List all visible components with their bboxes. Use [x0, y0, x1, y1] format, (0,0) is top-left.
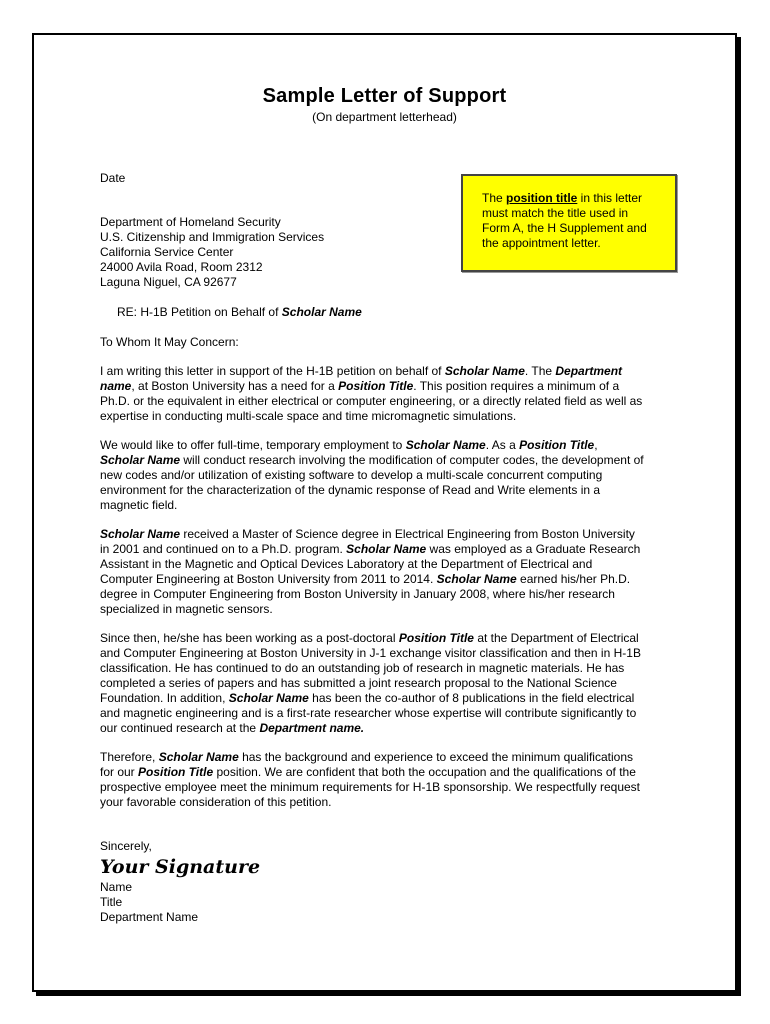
callout-line-3: Form A, the H Supplement and — [482, 221, 647, 235]
letter-subtitle: (On department letterhead) — [312, 110, 457, 124]
letter-page — [32, 33, 737, 992]
position-title-callout — [461, 174, 677, 272]
signature: Your Signature — [100, 856, 261, 878]
department-term: Department name. — [259, 721, 365, 735]
address-line: 24000 Avila Road, Room 2312 — [100, 260, 263, 274]
department-term: name — [100, 379, 132, 393]
signature-block — [100, 880, 198, 925]
address-line: Department of Homeland Security — [100, 215, 281, 229]
recipient-address — [100, 215, 324, 290]
closing: Sincerely, — [100, 839, 152, 853]
re-line: RE: H-1B Petition on Behalf of Scholar Name — [117, 305, 362, 319]
scholar-name-term: Scholar Name — [405, 438, 486, 452]
paragraph-2: We would like to offer full-time, temporary employment to Scholar Name. As a Position Title, Scholar Name will conduct research involving the modification of computer codes, the development of new codes and/or utilization of existing software to develop a multi-scale concurrent computing environment for the characterization of the dynamic response of Read and Write elements in a magnetic field. — [100, 438, 644, 512]
scholar-name-term: Scholar Name — [346, 542, 427, 556]
salutation: To Whom It May Concern: — [100, 335, 239, 349]
paragraph-5: Therefore, Scholar Name has the background and experience to exceed the minimum qualifications for our Position Title position. We are confident that both the occupation and the qualifications of the prospective employee meet the minimum requirements for H-1B sponsorship. We respectfully request your favorable consideration of this petition. — [100, 750, 641, 809]
letter-title: Sample Letter of Support — [262, 85, 507, 107]
signer-department: Department Name — [100, 910, 199, 924]
date-label: Date — [100, 171, 126, 185]
position-title-term: Position Title — [338, 379, 414, 393]
position-title-term: Position Title — [398, 631, 474, 645]
position-title-term: Position Title — [519, 438, 595, 452]
callout-line-1: The position title in this letter — [482, 191, 643, 205]
paragraph-3: Scholar Name received a Master of Science degree in Electrical Engineering from Boston University in 2001 and continued on to a Ph.D. program. Scholar Name was employed as a Graduate Research Assistant in the Magnetic and Optical Devices Laboratory at the Department of Electrical and Computer Engineering at Boston University from 2011 to 2014. Scholar Name earned his/her Ph.D. degree in Computer Engineering from Boston University in January 2008, where his/her research specialized in magnetic sensors. — [100, 527, 641, 616]
signer-name: Name — [100, 880, 133, 894]
paragraph-1: I am writing this letter in support of the H-1B petition on behalf of Scholar Name. The Department name, at Boston University has a need for a Position Title. This position requires a minimum of a Ph.D. or the equivalent in either electrical or computer engineering, or a directly related field as well as expertise in conducting multi-scale space and time micromagnetic simulations. — [100, 364, 643, 423]
callout-emphasis: position title — [506, 191, 578, 205]
scholar-name-term: Scholar Name — [281, 305, 362, 319]
callout-line-4: the appointment letter. — [482, 236, 601, 250]
paragraph-4: Since then, he/she has been working as a post-doctoral Position Title at the Department of Electrical and Computer Engineering at Boston University in J-1 exchange visitor classification and then in H-1B classification. He has continued to do an outstanding job of research in magnetic materials. He has completed a series of papers and has submitted a joint research proposal to the National Science Foundation. In addition, Scholar Name has been the co-author of 8 publications in the field electrical and magnetic engineering and is a first-rate researcher whose expertise will contribute significantly to our continued research at the Department name. — [100, 631, 641, 735]
scholar-name-term: Scholar Name — [158, 750, 239, 764]
address-line: U.S. Citizenship and Immigration Services — [100, 230, 325, 244]
position-title-term: Position Title — [138, 765, 214, 779]
scholar-name-term: Scholar Name — [444, 364, 525, 378]
callout-line-2: must match the title used in — [482, 206, 629, 220]
signer-title: Title — [100, 895, 123, 909]
scholar-name-term: Scholar Name — [100, 453, 181, 467]
address-line: California Service Center — [100, 245, 234, 259]
address-line: Laguna Niguel, CA 92677 — [100, 275, 237, 289]
department-term: Department — [555, 364, 623, 378]
scholar-name-term: Scholar Name — [228, 691, 309, 705]
scholar-name-term: Scholar Name — [436, 572, 517, 586]
scholar-name-term: Scholar Name — [100, 527, 181, 541]
